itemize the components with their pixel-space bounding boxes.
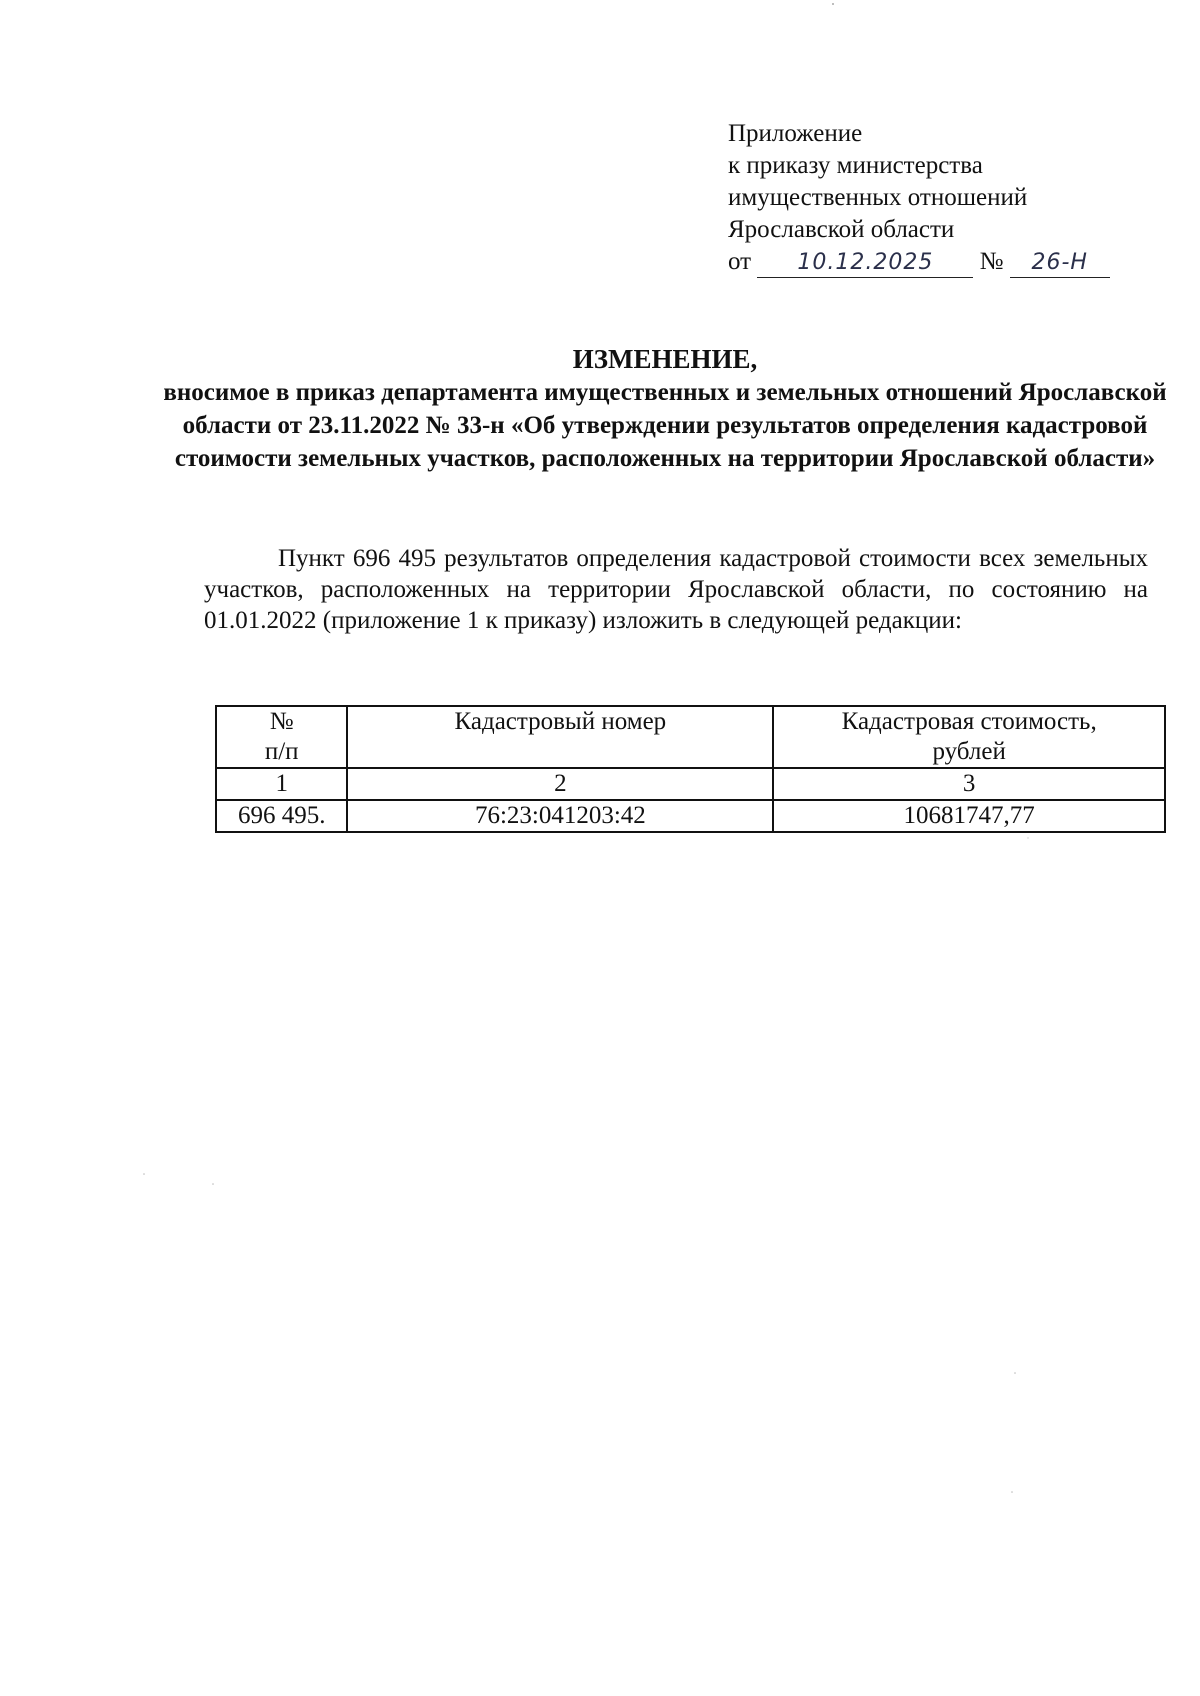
handwritten-number: 26-Н xyxy=(1010,249,1110,278)
cell-item-number: 696 495. xyxy=(216,800,347,832)
header-number-line-2: п/п xyxy=(264,738,299,765)
appendix-line-4: Ярославской области xyxy=(728,216,955,243)
header-value-line-2: рублей xyxy=(932,738,1006,765)
handwritten-date: 10.12.2025 xyxy=(757,249,973,278)
cell-cadastral-value: 10681747,77 xyxy=(773,800,1165,832)
appendix-line-3: имущественных отношений xyxy=(728,184,1028,211)
number-prefix: № xyxy=(979,248,1004,275)
document-subtitle: вносимое в приказ департамента имущественных и земельных отношений Ярославской области от 23.11.2022 № 33-н «Об утверждении результатов определения кадастровой стоимости земельных участков, расположенных на территории Ярославской области» xyxy=(163,379,1167,472)
column-number-2: 2 xyxy=(347,768,773,800)
header-cadastral-line-1: Кадастровый номер xyxy=(454,708,667,735)
header-number-line-1: № xyxy=(269,708,294,735)
document-title: ИЗМЕНЕНИЕ, xyxy=(572,344,758,374)
cell-cadastral-number: 76:23:041203:42 xyxy=(347,800,773,832)
date-prefix: от xyxy=(728,248,752,275)
appendix-line-2: к приказу министерства xyxy=(728,152,983,179)
header-value-line-1: Кадастровая стоимость, xyxy=(841,708,1097,735)
column-number-3: 3 xyxy=(773,768,1165,800)
appendix-line-1: Приложение xyxy=(728,120,863,147)
column-number-1: 1 xyxy=(216,768,347,800)
body-paragraph: Пункт 696 495 результатов определения кадастровой стоимости всех земельных участков, расположенных на территории Ярославской области, по состоянию на 01.01.2022 (приложение 1 к приказу) изложить в следующей редакции: xyxy=(204,545,1148,634)
